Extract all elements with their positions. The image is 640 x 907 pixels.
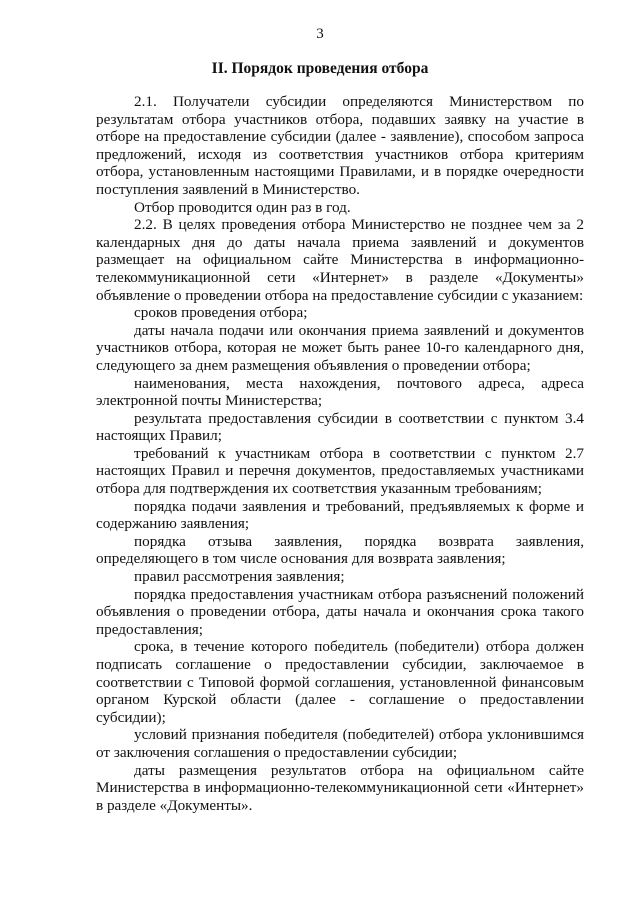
- paragraph-2-1: 2.1. Получатели субсидии определяются Министерством по результатам отбора участников отбора, подавших заявку на участие в отборе на предоставление субсидии (далее - заявление), способом запроса предложений, исходя из соответствия участников отбора критериям отбора, установленным настоящими Правилами, и в порядке очередности поступления заявлений в Министерство.: [96, 93, 584, 198]
- page-number: 3: [316, 26, 324, 42]
- list-item: сроков проведения отбора;: [134, 304, 308, 322]
- list-item: условий признания победителя (победителей) отбора уклонившимся от заключения соглашения о предоставлении субсидии;: [96, 726, 584, 761]
- list-item: результата предоставления субсидии в соответствии с пунктом 3.4 настоящих Правил;: [96, 409, 584, 445]
- section-title: II. Порядок проведения отбора: [211, 60, 429, 77]
- list-item: даты начала подачи или окончания приема заявлений и документов участников отбора, которая не может быть ранее 10-го календарного дня, следующего за днем размещения объявления о проведении отбора;: [96, 321, 584, 374]
- list-item: порядка предоставления участникам отбора разъяснений положений объявления о проведении отбора, даты начала и окончания срока такого предоставления;: [96, 585, 584, 638]
- list-item: даты размещения результатов отбора на официальном сайте Министерства в информационно-телекоммуникационной сети «Интернет» в разделе «Документы».: [96, 761, 584, 814]
- body-text: [96, 93, 584, 814]
- list-item: правил рассмотрения заявления;: [134, 568, 345, 586]
- list-item: наименования, места нахождения, почтового адреса, адреса электронной почты Министерства;: [96, 374, 584, 410]
- list-item: порядка подачи заявления и требований, предъявляемых к форме и содержанию заявления;: [96, 497, 584, 533]
- paragraph-once-a-year: Отбор проводится один раз в год.: [134, 198, 351, 216]
- list-item: срока, в течение которого победитель (победители) отбора должен подписать соглашение о предоставлении субсидии, заключаемое в соответствии с Типовой формой соглашения, установленной финансовым органом Курской области (далее - соглашение о предоставлении субсидии);: [96, 638, 584, 726]
- list-item: требований к участникам отбора в соответствии с пунктом 2.7 настоящих Правил и перечня документов, предоставляемых участниками отбора для подтверждения их соответствия указанным требованиям;: [96, 444, 584, 498]
- paragraph-2-2: 2.2. В целях проведения отбора Министерство не позднее чем за 2 календарных дня до даты начала приема заявлений и документов размещает на официальном сайте Министерства в информационно-телекоммуникационной сети «Интернет» в разделе «Документы» объявление о проведении отбора на предоставление субсидии с указанием:: [96, 216, 584, 304]
- list-item: порядка отзыва заявления, порядка возврата заявления, определяющего в том числе основания для возврата заявления;: [96, 532, 584, 568]
